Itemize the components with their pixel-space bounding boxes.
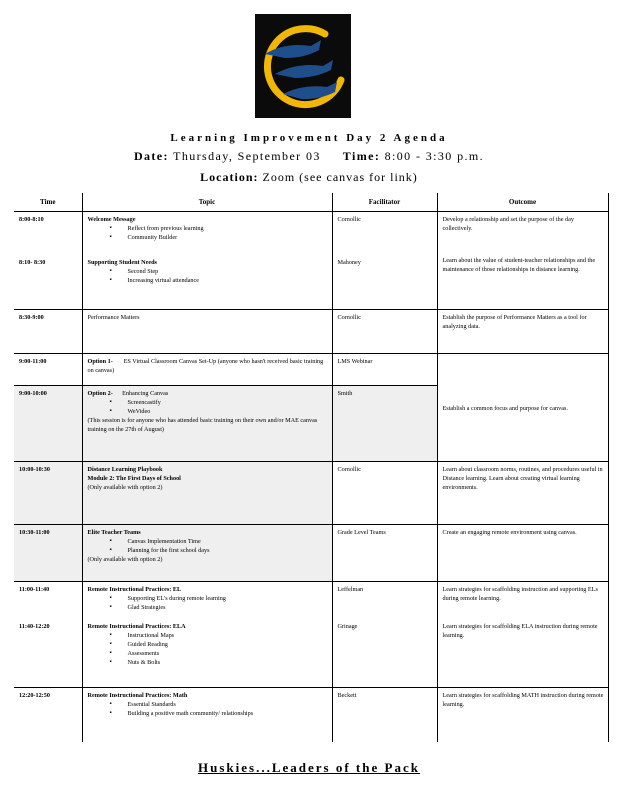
session-time: 10:00-10:30	[14, 462, 82, 525]
facilitator-name: Grinage	[337, 623, 358, 630]
list-item: ▪ WeVideo	[128, 407, 328, 416]
outcome-cell	[437, 212, 608, 310]
session-time: 10:30-11:00	[14, 525, 82, 582]
outcome-text: Learn strategies for scaffolding instruction and supporting ELs during remote learning.	[442, 586, 598, 602]
bullet-list	[88, 700, 328, 718]
session-title: Supporting Student Needs	[87, 259, 157, 266]
topic-cell	[82, 462, 332, 525]
date-label: Date:	[133, 149, 169, 163]
outcome-cell	[437, 582, 608, 688]
session-note: (Only available with option 2)	[87, 484, 163, 491]
topic-cell	[82, 212, 332, 310]
list-item: ▪ Instructional Maps	[128, 631, 328, 640]
facilitator-name: Cornollic	[337, 216, 361, 223]
session-title: Elite Teacher Teams	[87, 529, 141, 536]
location-value: Zoom (see canvas for link)	[262, 170, 418, 184]
session-title: Performance Matters	[82, 310, 332, 354]
list-item: ▪ Supporting EL's during remote learning	[128, 594, 328, 603]
column-header-outcome: Outcome	[437, 193, 608, 212]
table-row	[14, 462, 608, 525]
facilitator-cell	[332, 582, 437, 688]
table-row	[14, 354, 608, 386]
facilitator-name: Smith	[332, 386, 437, 462]
list-item: ▪ Building a positive math community/ relationships	[128, 709, 328, 718]
table-row	[14, 310, 608, 354]
list-item: ▪ Nuts & Bolts	[128, 658, 328, 667]
date-time-line	[0, 149, 618, 164]
column-header-topic: Topic	[82, 193, 332, 212]
outcome-text: Learn about classroom norms, routines, and procedures useful in Distance learning. Learn about creating virtual learning environments.	[437, 462, 608, 525]
facilitator-name: Leffelman	[337, 586, 364, 593]
agenda-title: Learning Improvement Day 2 Agenda	[170, 132, 448, 144]
session-time: 8:10- 8:30	[19, 259, 46, 266]
bullet-list	[88, 594, 328, 612]
list-item: ▪ Guided Reading	[128, 640, 328, 649]
outcome-text: Establish the purpose of Performance Matters as a tool for analyzing data.	[437, 310, 608, 354]
session-note: (Only available with option 2)	[87, 556, 163, 563]
agenda-table	[14, 193, 609, 742]
session-note: (This session is for anyone who has attended basic training on their own and/or MAE canvas training on the 27th of August)	[87, 417, 318, 433]
session-title: Option 2-	[87, 390, 113, 397]
column-header-facilitator: Facilitator	[332, 193, 437, 212]
list-item: ▪ Planning for the first school days	[128, 546, 328, 555]
outcome-text: Create an engaging remote environment using canvas.	[437, 525, 608, 582]
table-row	[14, 525, 608, 582]
topic-cell	[82, 525, 332, 582]
list-item: ▪ Reflect from previous learning	[128, 224, 328, 233]
bullet-list	[88, 631, 328, 667]
outcome-cell	[437, 354, 608, 462]
list-item: ▪ Assessments	[128, 649, 328, 658]
list-item: ▪ Community Builder	[128, 233, 328, 242]
bullet-list	[88, 398, 328, 416]
facilitator-name: Cornollic	[332, 462, 437, 525]
table-row	[14, 582, 608, 688]
list-item: ▪ Canvas Implementation Time	[128, 537, 328, 546]
column-header-time: Time	[14, 193, 82, 212]
footer-text: Huskies...Leaders of the Pack	[198, 760, 420, 775]
bullet-list	[88, 224, 328, 242]
bullet-list	[88, 537, 328, 555]
session-title: Remote Instructional Practices: ELA	[87, 623, 186, 630]
session-description: Enhancing Canvas	[122, 390, 169, 397]
session-time: 9:00-10:00	[14, 386, 82, 462]
list-item: ▪ Essential Standards	[128, 700, 328, 709]
session-time: 9:00-11:00	[14, 354, 82, 386]
session-time: 11:00-11:40	[19, 586, 50, 593]
facilitator-name: Grade Level Teams	[332, 525, 437, 582]
session-title: Remote Instructional Practices: Math	[87, 692, 188, 699]
husky-pack-logo	[255, 14, 351, 118]
outcome-text: Develop a relationship and set the purpose of the day collectively.	[442, 216, 574, 232]
topic-cell	[82, 354, 332, 386]
time-cell	[14, 212, 82, 310]
session-title: Option 1-	[87, 358, 113, 365]
outcome-text: Establish a common focus and purpose for canvas.	[442, 404, 568, 412]
session-title: Remote Instructional Practices: EL	[87, 586, 182, 593]
session-time: 12:20-12:50	[14, 688, 82, 742]
list-item: ▪ Glad Strategies	[128, 603, 328, 612]
facilitator-name: Mahoney	[337, 259, 361, 266]
session-time: 8:30-9:00	[14, 310, 82, 354]
outcome-text: Learn about the value of student-teacher relationships and the maintenance of those relationships in distance learning.	[442, 257, 596, 273]
session-title: Welcome Message	[87, 216, 136, 223]
session-time: 8:00-8:10	[19, 216, 44, 223]
facilitator-name: LMS Webinar	[332, 354, 437, 386]
date-value: Thursday, September 03	[173, 149, 321, 163]
location-line	[0, 170, 618, 185]
session-subtitle: Module 2: The First Days of School	[87, 475, 181, 482]
topic-cell	[82, 386, 332, 462]
bullet-list	[88, 267, 328, 285]
time-value: 8:00 - 3:30 p.m.	[384, 149, 485, 163]
table-header-row	[14, 193, 608, 212]
facilitator-cell	[332, 212, 437, 310]
topic-cell	[82, 582, 332, 688]
session-title: Distance Learning Playbook	[87, 466, 163, 473]
topic-cell	[82, 688, 332, 742]
session-description: ES Virtual Classroom Canvas Set-Up (anyone who hasn't received basic training on canvas)	[87, 358, 324, 374]
list-item: ▪ Second Step	[128, 267, 328, 276]
facilitator-name: Cornollic	[332, 310, 437, 354]
footer-slogan	[0, 760, 618, 776]
session-time: 11:40-12:20	[19, 623, 50, 630]
outcome-text: Learn strategies for scaffolding ELA instruction during remote learning.	[442, 623, 598, 639]
time-cell	[14, 582, 82, 688]
time-label: Time:	[342, 149, 381, 163]
location-label: Location:	[200, 170, 259, 184]
list-item: ▪ Increasing virtual attendance	[128, 276, 328, 285]
outcome-text: Learn strategies for scaffolding MATH instruction during remote learning.	[437, 688, 608, 742]
list-item: ▪ Screencastify	[128, 398, 328, 407]
facilitator-name: Beckett	[332, 688, 437, 742]
table-row	[14, 212, 608, 310]
table-row	[14, 688, 608, 742]
